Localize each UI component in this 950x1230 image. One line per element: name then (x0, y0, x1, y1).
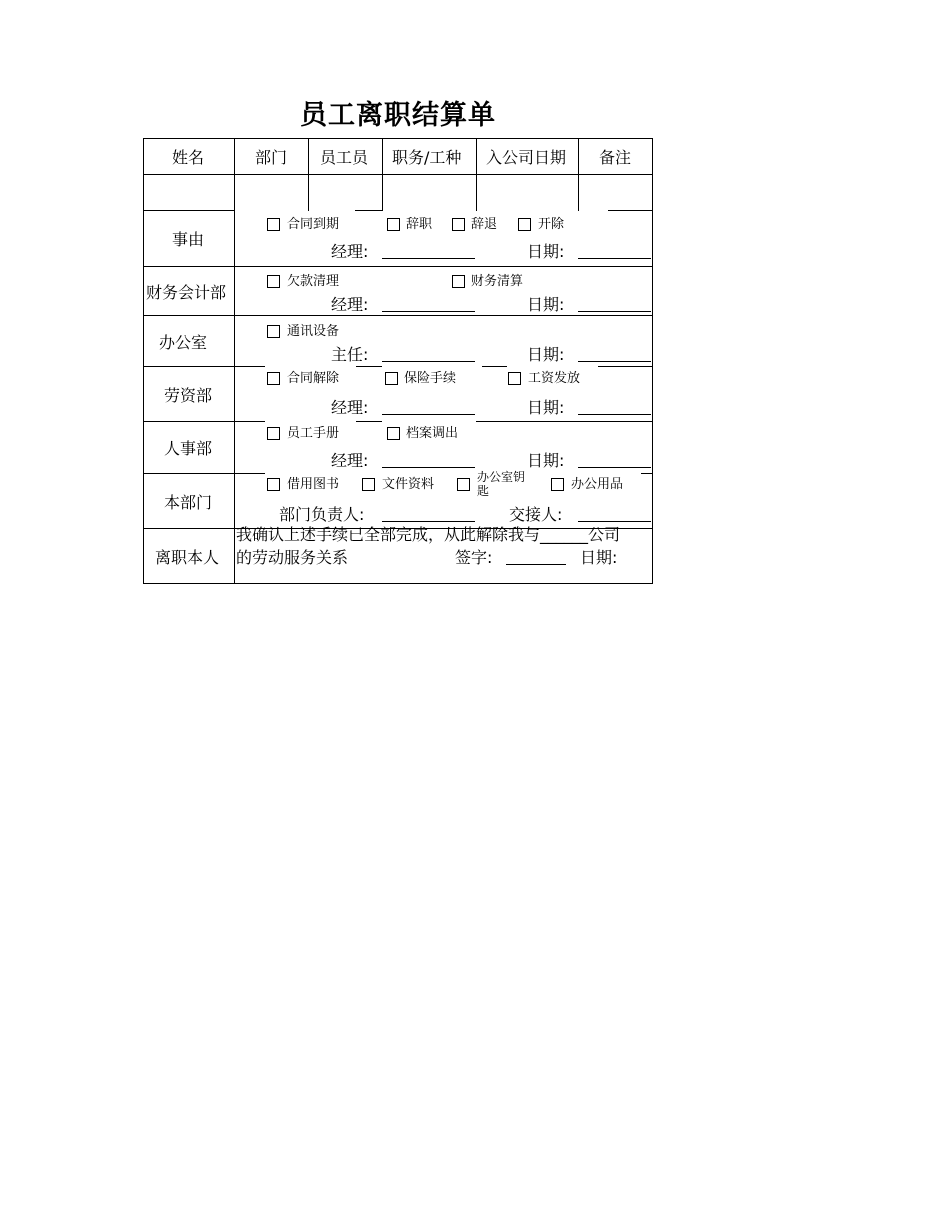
finance-date-label: 日期: (527, 295, 565, 314)
hr-signer-field[interactable] (382, 467, 475, 468)
option-handbook: 员工手册 (287, 426, 340, 441)
reason-signer-label: 经理: (331, 242, 369, 261)
checkbox-office-key[interactable] (457, 478, 470, 491)
option-debt-clear: 欠款清理 (287, 274, 340, 289)
office-date-label: 日期: (527, 345, 565, 364)
checkbox-documents[interactable] (362, 478, 375, 491)
labor-signer-label: 经理: (331, 398, 369, 417)
join-date-cell[interactable] (477, 175, 578, 210)
hr-date-field[interactable] (578, 467, 651, 468)
option-resign: 辞职 (406, 217, 433, 232)
header-position: 职务/工种 (392, 148, 462, 167)
reason-signer-field[interactable] (382, 258, 475, 259)
checkbox-comm-device[interactable] (267, 325, 280, 338)
office-date-field[interactable] (578, 361, 651, 362)
checkbox-dismiss[interactable] (452, 218, 465, 231)
hr-signer-label: 经理: (331, 451, 369, 470)
dept-signer-field[interactable] (382, 521, 475, 522)
finance-signer-field[interactable] (382, 311, 475, 312)
checkbox-finance-settle[interactable] (452, 275, 465, 288)
checkbox-salary[interactable] (508, 372, 521, 385)
option-contract-terminate: 合同解除 (287, 371, 340, 386)
hr-label: 人事部 (164, 439, 213, 458)
checkbox-insurance[interactable] (385, 372, 398, 385)
checkbox-contract-expire[interactable] (267, 218, 280, 231)
header-remarks: 备注 (599, 148, 632, 167)
header-department: 部门 (255, 148, 288, 167)
checkbox-debt-clear[interactable] (267, 275, 280, 288)
labor-date-field[interactable] (578, 414, 651, 415)
option-finance-settle: 财务清算 (471, 274, 524, 289)
office-label: 办公室 (159, 333, 208, 352)
checkbox-archive[interactable] (387, 427, 400, 440)
office-signer-label: 主任: (331, 345, 369, 364)
checkbox-fire[interactable] (518, 218, 531, 231)
option-salary: 工资发放 (528, 371, 581, 386)
dept-handover-label: 交接人: (509, 505, 563, 524)
employee-cell[interactable] (309, 175, 382, 210)
office-signer-field[interactable] (382, 361, 475, 362)
self-date-label: 日期: (580, 548, 618, 567)
option-archive: 档案调出 (406, 426, 459, 441)
remarks-cell[interactable] (579, 175, 652, 210)
self-statement-line2: 的劳动服务关系 (236, 548, 349, 567)
self-sign-label: 签字: (455, 548, 493, 567)
option-insurance: 保险手续 (404, 371, 457, 386)
option-borrowed-books: 借用图书 (287, 477, 340, 492)
department-cell[interactable] (235, 175, 308, 210)
reason-label: 事由 (172, 230, 205, 249)
checkbox-office-supplies[interactable] (551, 478, 564, 491)
finance-signer-label: 经理: (331, 295, 369, 314)
checkbox-contract-terminate[interactable] (267, 372, 280, 385)
labor-date-label: 日期: (527, 398, 565, 417)
header-join-date: 入公司日期 (486, 148, 567, 167)
option-documents: 文件资料 (382, 477, 435, 492)
checkbox-handbook[interactable] (267, 427, 280, 440)
header-name: 姓名 (172, 148, 205, 167)
dept-handover-field[interactable] (578, 521, 651, 522)
option-fire: 开除 (538, 217, 565, 232)
option-office-supplies: 办公用品 (571, 477, 624, 492)
checkbox-borrowed-books[interactable] (267, 478, 280, 491)
header-employee: 员工员 (320, 148, 369, 167)
dept-signer-label: 部门负责人: (279, 505, 365, 524)
labor-signer-field[interactable] (382, 414, 475, 415)
option-comm-device: 通讯设备 (287, 324, 340, 339)
option-contract-expire: 合同到期 (287, 217, 340, 232)
self-label: 离职本人 (155, 548, 220, 567)
self-sign-field[interactable] (506, 564, 566, 565)
finance-label: 财务会计部 (146, 283, 227, 302)
dept-label: 本部门 (164, 493, 213, 512)
reason-date-field[interactable] (578, 258, 651, 259)
option-office-key: 办公室钥 (477, 470, 526, 484)
name-cell[interactable] (144, 175, 234, 210)
reason-date-label: 日期: (527, 242, 565, 261)
option-office-key-cont: 匙 (477, 484, 490, 498)
checkbox-resign[interactable] (387, 218, 400, 231)
labor-label: 劳资部 (164, 386, 213, 405)
hr-date-label: 日期: (527, 451, 565, 470)
option-dismiss: 辞退 (471, 217, 498, 232)
finance-date-field[interactable] (578, 311, 651, 312)
self-statement-line1: 我确认上述手续已全部完成，从此解除我与______公司 (236, 525, 621, 544)
position-cell[interactable] (383, 175, 476, 210)
page-title: 员工离职结算单 (300, 100, 496, 131)
